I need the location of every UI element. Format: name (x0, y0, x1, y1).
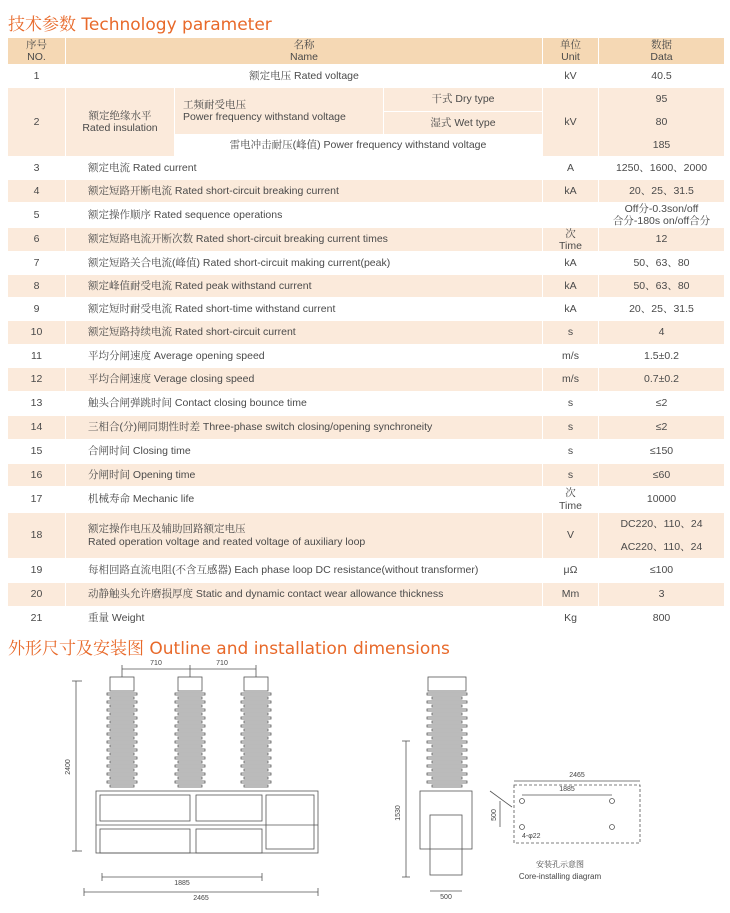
row-data: ≤60 (652, 468, 671, 481)
table-row (8, 559, 724, 583)
row-data: 4 (658, 326, 665, 339)
outline-title: 外形尺寸及安装图 Outline and installation dimensions (8, 639, 450, 659)
row-no: 3 (8, 157, 66, 179)
row-unit (543, 228, 599, 251)
side-insulator-rib (432, 697, 462, 699)
header-data (599, 38, 724, 64)
row-data: 0.7±0.2 (644, 373, 679, 386)
row-unit: kA (543, 298, 599, 320)
row-data: ≤150 (649, 445, 674, 458)
lightning-label: 雷电冲击耐压(峰值) Power frequency withstand voltage (174, 135, 542, 156)
row-unit: s (543, 440, 599, 463)
row-name: 三相合(分)闸同期性时差 Three-phase switch closing/opening synchroneity (66, 416, 543, 439)
row-name-cn: 额定操作电压及辅助回路额定电压 (88, 523, 246, 536)
header-data-en: Data (650, 51, 673, 63)
insulator-rib (175, 757, 205, 759)
insulator-rib (241, 781, 271, 783)
insulator-rib (175, 725, 205, 727)
row-name: 额定操作顺序 Rated sequence operations (66, 203, 543, 227)
side-insulator-rib (432, 729, 462, 731)
row-name: 额定短时耐受电流 Rated short-time withstand current (66, 298, 543, 320)
insulator-rib (107, 693, 137, 695)
row-name: 额定电压 Rated voltage (66, 65, 543, 87)
row-no: 11 (8, 345, 66, 367)
plan-dim-1885: 1885 (559, 786, 575, 793)
plan-hole-spec: 4-φ22 (522, 833, 541, 840)
insulator-rib (107, 749, 137, 751)
pf-en: Power frequency withstand voltage (183, 111, 346, 123)
outline-drawing (0, 655, 730, 913)
row-unit: s (543, 416, 599, 439)
plan-caption-en: Core-installing diagram (518, 872, 602, 881)
row-name: 触头合闸弹跳时间 Contact closing bounce time (66, 392, 543, 415)
insulator-rib (110, 729, 134, 731)
side-insulator-rib (432, 769, 462, 771)
row-unit: V (543, 513, 599, 558)
row-name: 额定峰值耐受电流 Rated peak withstand current (66, 275, 543, 297)
insulator-rib (107, 781, 137, 783)
dry-wet-block (384, 88, 542, 134)
row-unit-cn: 次 (565, 228, 576, 240)
header-name-en: Name (289, 51, 318, 63)
row-unit: Kg (543, 607, 599, 630)
side-insulator-rib (432, 745, 462, 747)
row-no: 7 (8, 252, 66, 274)
insulator-rib (175, 717, 205, 719)
insulator-rib (175, 749, 205, 751)
insulator-rib (244, 729, 268, 731)
dry-type-label: 干式 Dry type (384, 88, 542, 112)
insulator-rib (110, 761, 134, 763)
table-row (8, 464, 724, 487)
insulation-detail (174, 88, 542, 156)
table-row (8, 440, 724, 464)
row-unit: m/s (543, 345, 599, 367)
row-unit: μΩ (543, 559, 599, 582)
side-insulator-rib (427, 781, 467, 783)
table-row (8, 583, 724, 607)
insulator-rib (178, 721, 202, 723)
insulator-rib (178, 697, 202, 699)
dim-500: 500 (440, 894, 452, 901)
insulator-rib (107, 701, 137, 703)
row-data: ≤100 (649, 564, 674, 577)
table-header (8, 38, 724, 65)
header-no-en: NO. (27, 51, 46, 63)
insulator-rib (107, 717, 137, 719)
insulator-rib (107, 725, 137, 727)
insulator-rib (107, 757, 137, 759)
insulator-rib (178, 769, 202, 771)
insulator-rib (241, 733, 271, 735)
insulator-rib (107, 773, 137, 775)
row-name: 合闸时间 Closing time (66, 440, 543, 463)
row-unit-en: Time (559, 499, 582, 512)
row-name: 分闸时间 Opening time (66, 464, 543, 486)
insulator-rib (107, 733, 137, 735)
table-row (8, 392, 724, 416)
row-unit: m/s (543, 368, 599, 391)
insulator-rib (110, 697, 134, 699)
insulator-rib (241, 757, 271, 759)
row-name: 额定短路持续电流 Rated short-circuit current (66, 321, 543, 344)
table-row (8, 157, 724, 180)
row-data: ≤2 (655, 397, 668, 410)
insulator-rib (241, 725, 271, 727)
row-unit (543, 487, 599, 512)
row-no: 12 (8, 368, 66, 391)
insulator-rib (175, 741, 205, 743)
insulator-rib (107, 741, 137, 743)
power-frequency-label (174, 88, 384, 134)
row-data-line1: DC220、110、24 (620, 518, 703, 531)
row-name: 平均合闸速度 Verage closing speed (66, 368, 543, 391)
row-data: 50、63、80 (633, 256, 690, 269)
power-frequency-block (174, 88, 542, 135)
row-data: 20、25、31.5 (629, 302, 694, 315)
insulator-rib (244, 705, 268, 707)
row-no: 13 (8, 392, 66, 415)
row-data (599, 203, 724, 227)
header-name-cn: 名称 (293, 38, 315, 51)
side-insulator-rib (427, 749, 467, 751)
mechanism-cabinet (96, 791, 318, 853)
plan-dim-2465: 2465 (569, 772, 585, 779)
row-data: 40.5 (651, 69, 672, 82)
side-insulator-rib (432, 737, 462, 739)
insulator-rib (110, 737, 134, 739)
insulator-rib (110, 753, 134, 755)
row-name-en: Rated operation voltage and reated voltage of auxiliary loop (88, 535, 366, 548)
insulator-rib (244, 745, 268, 747)
insulation-cn: 额定绝缘水平 (88, 109, 152, 122)
table-row (8, 487, 724, 513)
side-insulator-rib (427, 741, 467, 743)
header-unit (543, 38, 599, 64)
wet-type-label: 湿式 Wet type (430, 116, 496, 129)
insulator-rib (178, 785, 202, 787)
dim-710-a: 710 (150, 660, 162, 667)
row-name: 额定短路关合电流(峰值) Rated short-circuit making current(peak) (66, 252, 543, 274)
table-row (8, 203, 724, 228)
insulator-rib (178, 745, 202, 747)
row-no: 2 (8, 88, 66, 156)
row-no: 18 (8, 513, 66, 558)
insulator-rib (244, 713, 268, 715)
insulator-rib (178, 705, 202, 707)
row-no: 16 (8, 464, 66, 486)
side-insulator-rib (427, 725, 467, 727)
side-insulator-rib (427, 765, 467, 767)
table-row (8, 180, 724, 203)
table-row (8, 65, 724, 88)
side-insulator-rib (427, 701, 467, 703)
insulator-rib (241, 765, 271, 767)
insulator-rib (178, 729, 202, 731)
table-row (8, 345, 724, 368)
row-name (66, 513, 543, 558)
side-insulator-rib (432, 785, 462, 787)
row-unit: kV (543, 88, 599, 156)
lightning-value: 185 (652, 138, 671, 151)
row-name: 平均分闸速度 Average opening speed (66, 345, 543, 367)
side-insulator-rib (427, 709, 467, 711)
insulator-rib (178, 753, 202, 755)
row-unit: s (543, 392, 599, 415)
row-no: 1 (8, 65, 66, 87)
wet-value: 80 (655, 115, 668, 128)
row-data: 12 (655, 233, 668, 246)
plan-caption-cn: 安装孔示意图 (536, 860, 584, 869)
row-no: 4 (8, 180, 66, 202)
side-insulator-rib (427, 717, 467, 719)
row-no: 17 (8, 487, 66, 512)
insulator-rib (110, 785, 134, 787)
row-unit: Mm (543, 583, 599, 606)
insulator-rib (175, 693, 205, 695)
row-data: 50、63、80 (633, 279, 690, 292)
table-row (8, 368, 724, 392)
dim-1530: 1530 (395, 805, 402, 821)
row-unit: kA (543, 252, 599, 274)
table-row (8, 416, 724, 440)
row-unit (543, 203, 599, 227)
header-unit-en: Unit (561, 51, 580, 63)
row-data-line2: 合分-180s on/off合分 (612, 215, 711, 228)
insulator-rib (244, 737, 268, 739)
row-unit-cn: 次 (565, 487, 576, 500)
side-insulator-rib (427, 773, 467, 775)
side-insulator-rib (432, 753, 462, 755)
side-insulator-rib (432, 705, 462, 707)
insulator-rib (241, 693, 271, 695)
side-insulator-rib (432, 721, 462, 723)
table-row (8, 607, 724, 631)
row-data: 20、25、31.5 (629, 184, 694, 197)
pole-insulators (110, 677, 268, 691)
insulator-rib (175, 781, 205, 783)
row-name: 额定短路电流开断次数 Rated short-circuit breaking current times (66, 228, 543, 251)
row-name: 额定电流 Rated current (66, 157, 543, 179)
table-row-insulation (8, 88, 724, 157)
row-data: 3 (658, 588, 665, 601)
dim-2400: 2400 (65, 759, 72, 775)
row-no: 14 (8, 416, 66, 439)
dim-1885: 1885 (174, 880, 190, 887)
pf-cn: 工频耐受电压 (183, 98, 246, 111)
row-unit: s (543, 464, 599, 486)
insulator-rib (110, 769, 134, 771)
side-cabinet (420, 791, 472, 849)
row-unit-en: Time (559, 240, 582, 253)
insulator-rib (110, 721, 134, 723)
insulator-rib (244, 769, 268, 771)
insulator-rib (244, 785, 268, 787)
tech-params-table (8, 38, 724, 631)
plan-dim-500: 500 (491, 809, 498, 821)
row-unit: kA (543, 275, 599, 297)
insulator-rib (244, 777, 268, 779)
insulator-rib (107, 765, 137, 767)
insulator-rib (178, 761, 202, 763)
row-data: ≤2 (655, 421, 668, 434)
table-row (8, 321, 724, 345)
insulator-rib (178, 777, 202, 779)
row-data: 800 (652, 612, 671, 625)
side-insulator-rib (427, 733, 467, 735)
insulation-label (66, 88, 174, 156)
insulator-rib (110, 713, 134, 715)
insulator-rib (175, 709, 205, 711)
table-row (8, 298, 724, 321)
side-insulator-rib (427, 693, 467, 695)
side-insulator-rib (427, 757, 467, 759)
insulator-rib (110, 705, 134, 707)
row-no: 10 (8, 321, 66, 344)
row-name: 额定短路开断电流 Rated short-circuit breaking current (66, 180, 543, 202)
row-name: 机械寿命 Mechanic life (66, 487, 543, 512)
row-name: 动静触头允许磨损厚度 Static and dynamic contact wear allowance thickness (66, 583, 543, 606)
row-name: 每相回路直流电阻(不含互感器) Each phase loop DC resistance(without transformer) (66, 559, 543, 582)
insulator-rib (175, 765, 205, 767)
header-data-cn: 数据 (651, 38, 672, 51)
header-no-cn: 序号 (26, 38, 47, 51)
insulator-rib (241, 773, 271, 775)
insulator-rib (175, 773, 205, 775)
insulator-rib (241, 717, 271, 719)
insulation-en: Rated insulation (82, 122, 158, 134)
insulator-rib (175, 701, 205, 703)
row-no: 5 (8, 203, 66, 227)
dim-710-b: 710 (216, 660, 228, 667)
row-data (599, 513, 724, 558)
table-row (8, 228, 724, 252)
row-no: 19 (8, 559, 66, 582)
header-no (8, 38, 66, 64)
dim-2465: 2465 (193, 895, 209, 902)
row-data: 1250、1600、2000 (615, 161, 708, 174)
insulator-rib (175, 733, 205, 735)
insulator-rib (241, 741, 271, 743)
row-no: 15 (8, 440, 66, 463)
insulator-rib (241, 749, 271, 751)
insulator-rib (244, 697, 268, 699)
header-name (66, 38, 543, 64)
table-row (8, 252, 724, 275)
side-insulator-rib (432, 713, 462, 715)
row-no: 21 (8, 607, 66, 630)
row-no: 20 (8, 583, 66, 606)
row-no: 9 (8, 298, 66, 320)
insulator-rib (241, 701, 271, 703)
row-data-line2: AC220、110、24 (620, 540, 703, 553)
side-insulator-rib (432, 761, 462, 763)
row-no: 8 (8, 275, 66, 297)
insulator-rib (241, 709, 271, 711)
insulator-rib (178, 737, 202, 739)
row-no: 6 (8, 228, 66, 251)
row-data-line1: Off分-0.3son/off (624, 203, 699, 215)
insulator-rib (178, 713, 202, 715)
row-unit: A (543, 157, 599, 179)
side-insulator-ribs (427, 693, 467, 787)
row-unit: kA (543, 180, 599, 202)
table-row (8, 275, 724, 298)
row-data: 1.5±0.2 (644, 349, 679, 362)
insulator-rib (110, 777, 134, 779)
row-name-compound (66, 88, 543, 156)
insulator-rib (244, 761, 268, 763)
tech-params-title: 技术参数 Technology parameter (8, 15, 272, 35)
row-name: 重量 Weight (66, 607, 543, 630)
insulator-rib (110, 745, 134, 747)
row-data: 10000 (646, 493, 677, 506)
insulator-rib (107, 709, 137, 711)
row-unit: s (543, 321, 599, 344)
header-unit-cn: 单位 (560, 38, 581, 51)
row-data (599, 88, 724, 156)
insulator-ribs (107, 693, 271, 787)
insulator-rib (244, 753, 268, 755)
table-row (8, 513, 724, 559)
side-insulator-rib (432, 777, 462, 779)
insulator-rib (244, 721, 268, 723)
row-unit: kV (543, 65, 599, 87)
dry-value: 95 (655, 93, 668, 106)
